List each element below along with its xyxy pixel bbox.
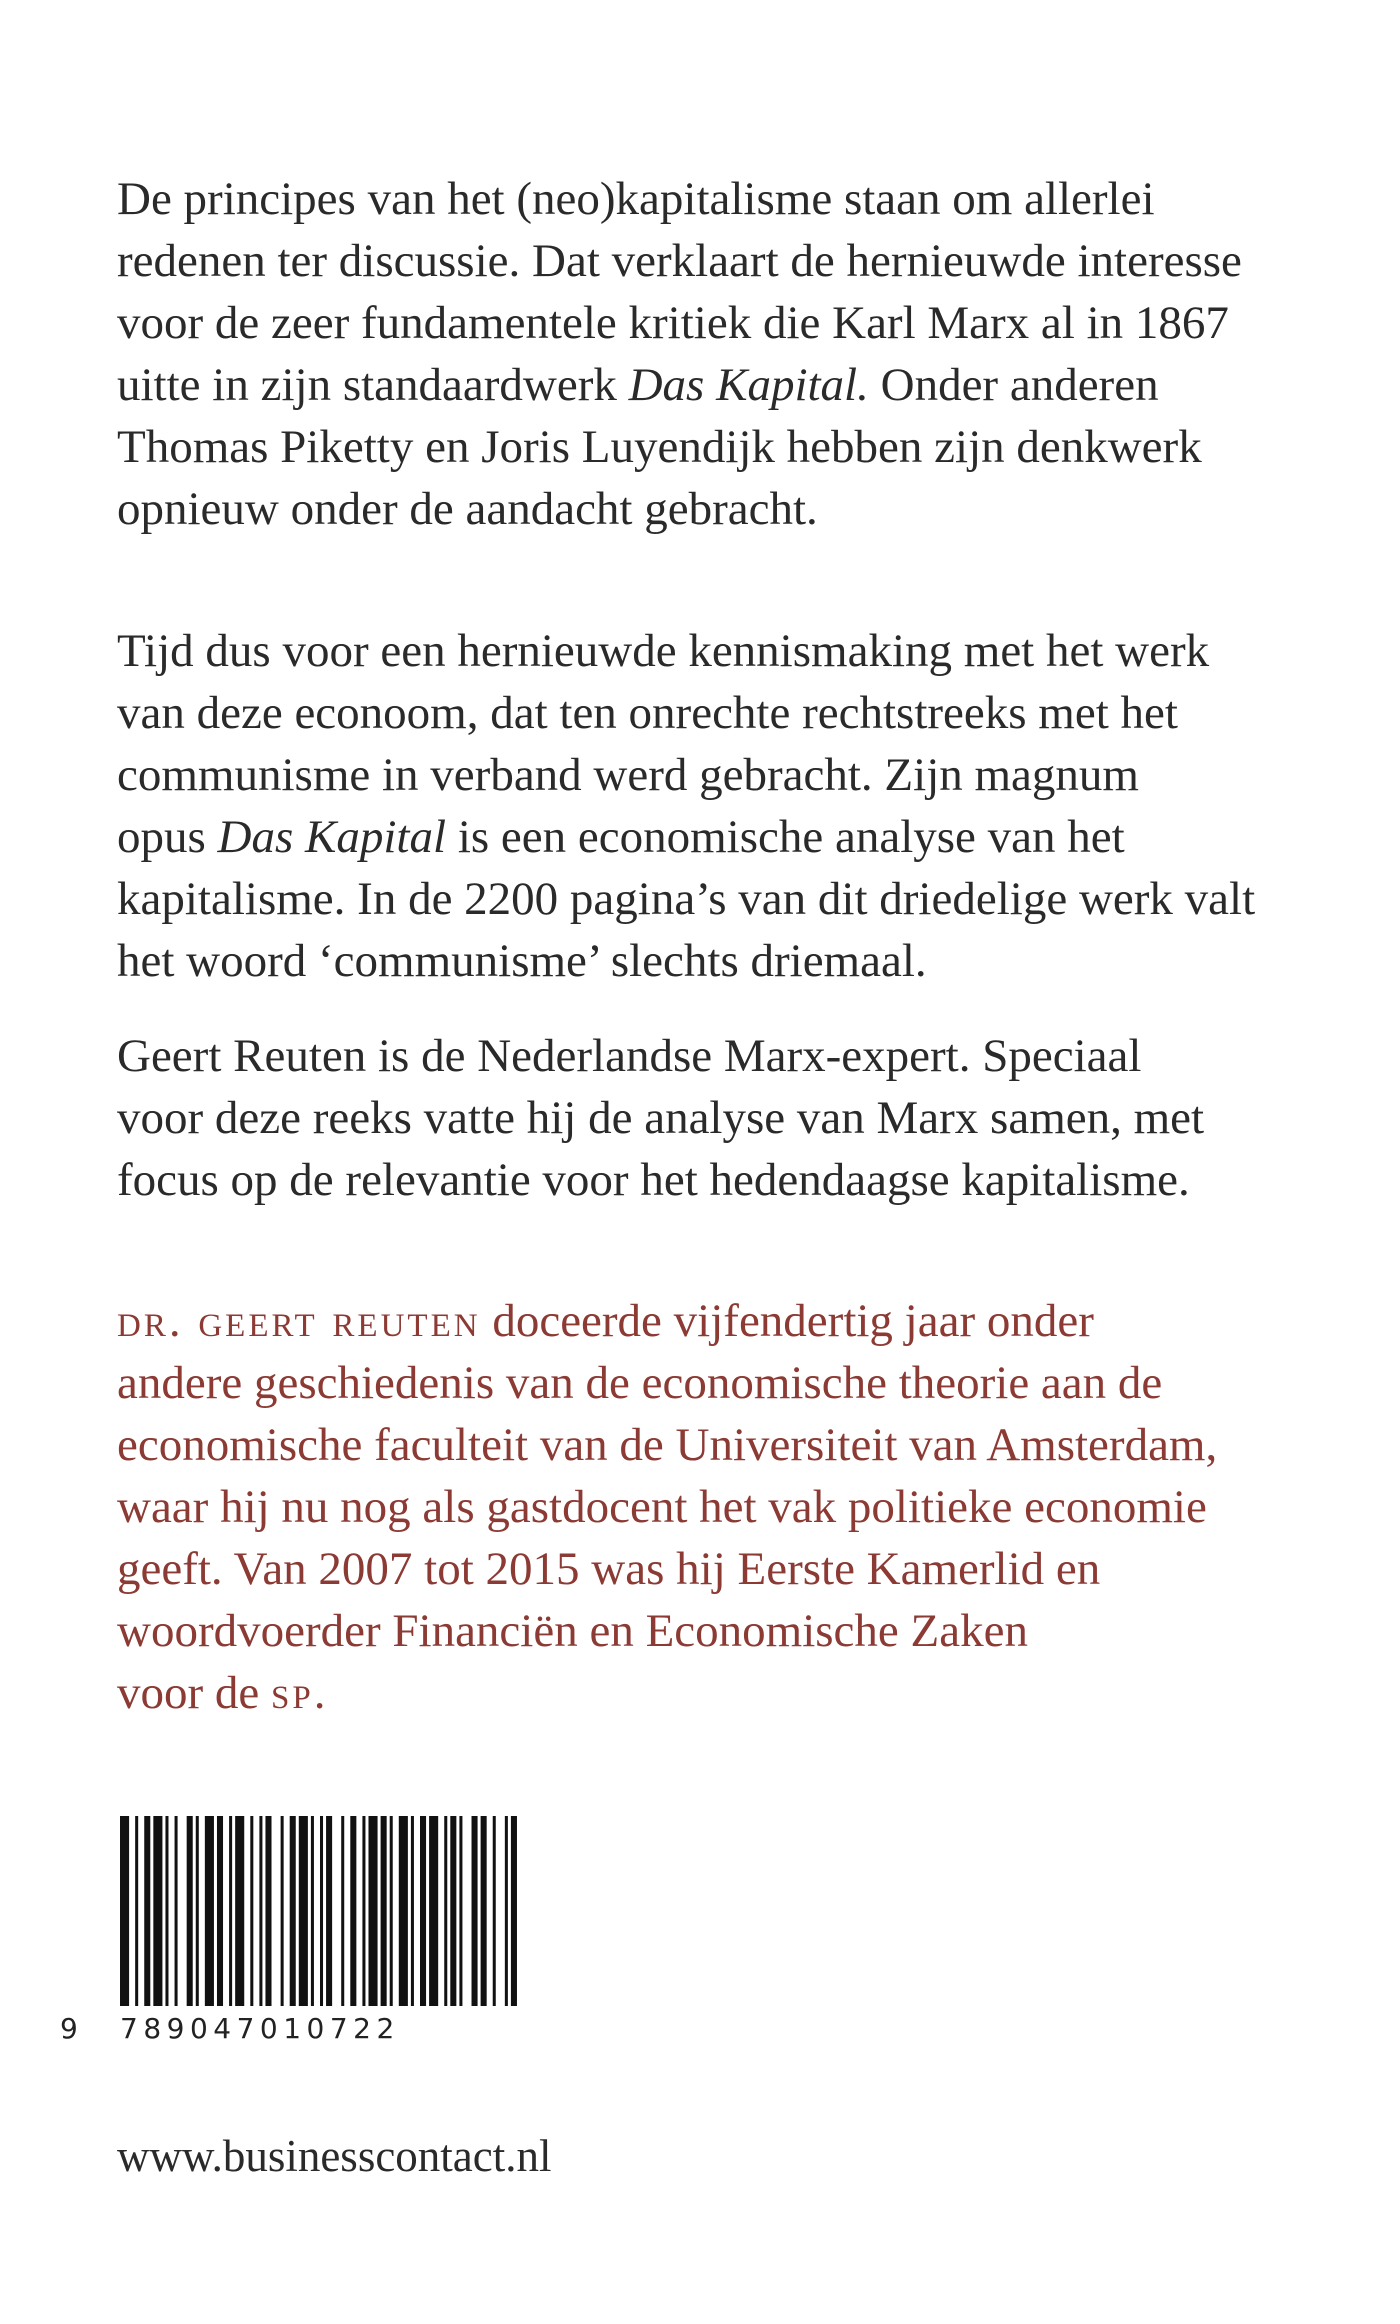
author-name: dr. geert reuten xyxy=(117,1295,481,1347)
barcode-bar xyxy=(153,1816,162,2006)
website-url[interactable]: www.businesscontact.nl xyxy=(117,2131,552,2181)
barcode-bar xyxy=(493,1816,496,2006)
intro-line: De principes van het (neo)kapitalisme staan om allerlei xyxy=(117,173,1155,225)
intro-line: Thomas Piketty en Joris Luyendijk hebben zijn denkwerk xyxy=(117,421,1202,473)
author-intro-line: Geert Reuten is de Nederlandse Marx-expert. Speciaal xyxy=(117,1030,1142,1082)
intro-line: opnieuw onder de aandacht gebracht. xyxy=(117,483,818,535)
author-intro-line: voor deze reeks vatte hij de analyse van Marx samen, met xyxy=(117,1092,1205,1144)
book-title: Das Kapital. xyxy=(628,359,869,411)
barcode-bar xyxy=(311,1816,314,2006)
barcode-bar xyxy=(420,1816,426,2006)
barcode-bar xyxy=(411,1816,414,2006)
barcode-bar xyxy=(362,1816,365,2006)
isbn-first-digit: 9 xyxy=(60,2012,78,2045)
barcode-bar xyxy=(165,1816,168,2006)
bio-line: woordvoerder Financiën en Economische Zaken xyxy=(117,1605,1028,1657)
context-line: communisme in verband werd gebracht. Zijn magnum xyxy=(117,749,1139,801)
barcode-bar xyxy=(187,1816,193,2006)
barcode-bar xyxy=(290,1816,296,2006)
barcode-bar xyxy=(281,1816,284,2006)
barcode-bar xyxy=(390,1816,393,2006)
barcode xyxy=(60,1816,480,2066)
bio-line: economische faculteit van de Universiteit van Amsterdam, xyxy=(117,1419,1218,1471)
barcode-bar xyxy=(459,1816,462,2006)
barcode-bar xyxy=(175,1816,178,2006)
bio-line: waar hij nu nog als gastdocent het vak politieke economie xyxy=(117,1481,1207,1533)
barcode-bar xyxy=(444,1816,447,2006)
barcode-bar xyxy=(135,1816,138,2006)
barcode-bar xyxy=(320,1816,323,2006)
barcode-bar xyxy=(511,1816,517,2006)
barcode-bar xyxy=(429,1816,438,2006)
author-intro-paragraph xyxy=(117,1025,1317,1211)
isbn-digits: 789047010722 xyxy=(120,2012,400,2045)
context-line: opus Das Kapital is een economische analyse van het xyxy=(117,811,1125,863)
barcode-bar xyxy=(299,1816,308,2006)
barcode-bar xyxy=(250,1816,253,2006)
barcode-bar xyxy=(229,1816,232,2006)
barcode-bar xyxy=(399,1816,408,2006)
barcode-bar xyxy=(326,1816,332,2006)
intro-paragraph xyxy=(117,168,1317,540)
barcode-bar xyxy=(120,1816,129,2006)
bio-line: voor de sp. xyxy=(117,1667,326,1719)
intro-line: voor de zeer fundamentele kritiek die Karl Marx al in 1867 xyxy=(117,297,1229,349)
author-intro-line: focus op de relevantie voor het hedendaagse kapitalisme. xyxy=(117,1154,1190,1206)
barcode-bar xyxy=(450,1816,456,2006)
barcode-bar xyxy=(368,1816,377,2006)
context-line: Tijd dus voor een hernieuwde kennismaking met het werk xyxy=(117,625,1210,677)
intro-line: uitte in zijn standaardwerk Das Kapital. Onder anderen xyxy=(117,359,1159,411)
barcode-bar xyxy=(235,1816,244,2006)
barcode-bar xyxy=(217,1816,223,2006)
intro-line: redenen ter discussie. Dat verklaart de hernieuwde interesse xyxy=(117,235,1242,287)
bio-line: geeft. Van 2007 tot 2015 was hij Eerste Kamerlid en xyxy=(117,1543,1101,1595)
context-line: kapitalisme. In de 2200 pagina’s van dit driedelige werk valt xyxy=(117,873,1256,925)
context-line: het woord ‘communisme’ slechts driemaal. xyxy=(117,935,927,987)
barcode-bars xyxy=(120,1816,520,2006)
barcode-bar xyxy=(341,1816,344,2006)
barcode-bar xyxy=(472,1816,478,2006)
barcode-bar xyxy=(350,1816,356,2006)
author-bio xyxy=(117,1290,1317,1724)
barcode-bar xyxy=(481,1816,487,2006)
barcode-bar xyxy=(144,1816,150,2006)
context-paragraph xyxy=(117,620,1317,992)
barcode-bar xyxy=(205,1816,214,2006)
bio-line: dr. geert reuten doceerde vijfendertig jaar onder xyxy=(117,1295,1094,1347)
context-line: van deze econoom, dat ten onrechte rechtstreeks met het xyxy=(117,687,1178,739)
party-abbreviation: sp xyxy=(271,1667,314,1719)
barcode-bar xyxy=(196,1816,199,2006)
bio-line: andere geschiedenis van de economische theorie aan de xyxy=(117,1357,1163,1409)
book-title: Das Kapital xyxy=(217,811,447,863)
barcode-bar xyxy=(505,1816,508,2006)
barcode-bar xyxy=(259,1816,262,2006)
barcode-bar xyxy=(381,1816,387,2006)
barcode-bar xyxy=(265,1816,271,2006)
